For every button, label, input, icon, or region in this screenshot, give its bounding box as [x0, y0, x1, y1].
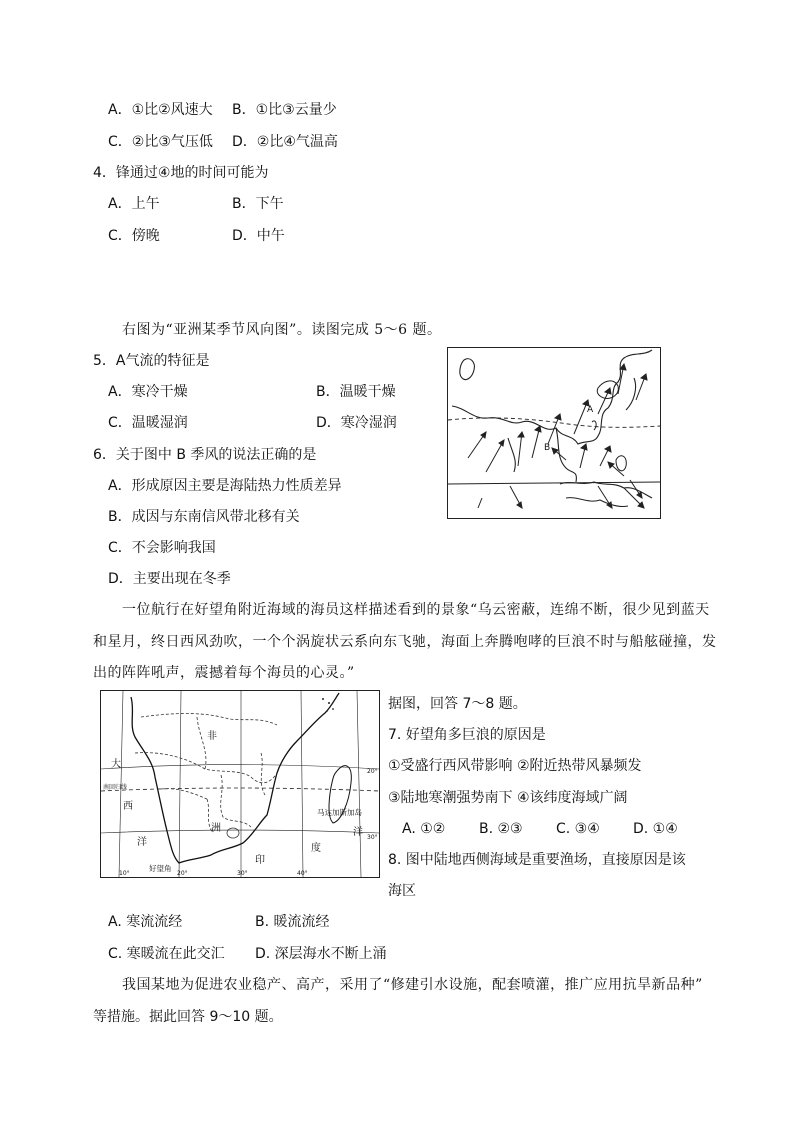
africa-map-label-fei: 非 — [207, 731, 217, 742]
q5-option-d: D．寒冷湿润 — [316, 415, 397, 431]
africa-map-lon-40: 40° — [297, 870, 308, 877]
asia-map-label-b: B — [544, 443, 551, 453]
q8-option-a: A. 寒流流经 — [108, 914, 183, 930]
q4-option-d: D．中午 — [232, 228, 285, 244]
q7-option-d: D. ①④ — [633, 821, 678, 837]
africa-map-label-xi: 西 — [123, 801, 133, 812]
africa-map-label-madagascar: 马达加斯加岛 — [317, 808, 362, 817]
asia-monsoon-map — [447, 347, 661, 519]
q5-option-c: C．温暖湿润 — [108, 415, 188, 431]
africa-map-label-yin: 印 — [255, 855, 265, 866]
africa-map-label-yang-right: 洋 — [353, 827, 363, 838]
africa-map-lon-30: 30° — [237, 870, 248, 877]
q7-option-b: B. ②③ — [479, 821, 523, 837]
q6-option-a: A．形成原因主要是海陆热力性质差异 — [108, 478, 342, 494]
africa-map-label-yang-left: 洋 — [137, 837, 147, 848]
q5-option-a: A．寒冷干燥 — [108, 384, 188, 400]
intro-q9-10-line1: 我国某地为促进农业稳产、高产，采用了“修建引水设施，配套喷灌，推广应用抗旱新品种” — [122, 977, 703, 993]
q8-option-d: D. 深层海水不断上涌 — [255, 946, 387, 962]
q4-option-b: B．下午 — [232, 196, 284, 212]
q8-option-c: C. 寒暖流在此交汇 — [108, 946, 225, 962]
q3-option-d: D．②比④气温高 — [232, 134, 338, 150]
africa-map-label-zhou: 洲 — [211, 823, 221, 834]
q7-option-a: A. ①② — [402, 821, 446, 837]
africa-map-label-du: 度 — [311, 843, 321, 854]
q6-option-d: D．主要出现在冬季 — [108, 571, 231, 587]
q7-8-intro: 据图，回答 7～8 题。 — [388, 696, 527, 712]
q8-option-b: B. 暖流流经 — [255, 914, 330, 930]
q6-option-b: B．成因与东南信风带北移有关 — [108, 509, 300, 525]
q5-option-b: B．温暖干燥 — [316, 384, 396, 400]
passage-7-8-line1: 一位航行在好望角附近海域的海员这样描述看到的景象“乌云密蔽，连绵不断，很少见到蓝天 — [122, 602, 710, 618]
q5-stem: 5．A气流的特征是 — [93, 353, 210, 369]
intro-q5-6: 右图为“亚洲某季节风向图”。读图完成 5～6 题。 — [122, 322, 442, 338]
africa-map-lat-30: 30° — [367, 834, 378, 841]
passage-7-8-line3: 出的阵阵吼声，震撼着每个海员的心灵。” — [93, 665, 355, 681]
africa-map-lon-10: 10° — [119, 870, 130, 877]
q4-stem: 4．锋通过④地的时间可能为 — [93, 165, 269, 181]
q3-option-c: C．②比③气压低 — [108, 134, 213, 150]
q3-option-b: B．①比③云量少 — [232, 102, 337, 118]
q8-stem-line2: 海区 — [388, 883, 416, 899]
africa-map-lat-20: 20° — [367, 768, 378, 775]
africa-map-label-tropic: 南回归线 — [103, 784, 128, 791]
q7-statements-2: ③陆地寒潮强势南下 ④该纬度海域广阔 — [388, 790, 628, 806]
q7-stem: 7. 好望角多巨浪的原因是 — [388, 727, 546, 743]
africa-map-label-da: 大 — [111, 759, 121, 770]
q3-option-a: A．①比②风速大 — [108, 102, 213, 118]
africa-map-label-cape: 好望角 — [149, 864, 172, 873]
q4-option-c: C．傍晚 — [108, 228, 160, 244]
q7-option-c: C. ③④ — [556, 821, 600, 837]
africa-map-lon-20: 20° — [177, 870, 188, 877]
asia-map-label-a: A — [587, 405, 594, 415]
q6-option-c: C．不会影响我国 — [108, 540, 216, 556]
q4-option-a: A．上午 — [108, 196, 160, 212]
q8-stem-line1: 8. 图中陆地西侧海域是重要渔场，直接原因是该 — [388, 852, 686, 868]
passage-7-8-line2: 和星月，终日西风劲吹，一个个涡旋状云系向东飞驰，海面上奔腾咆哮的巨浪不时与船舷碰撞，发 — [93, 634, 717, 650]
q7-statements-1: ①受盛行西风带影响 ②附近热带风暴频发 — [388, 758, 642, 774]
southern-africa-map — [100, 690, 380, 878]
intro-q9-10-line2: 等措施。据此回答 9～10 题。 — [93, 1009, 283, 1025]
q6-stem: 6．关于图中 B 季风的说法正确的是 — [93, 447, 317, 463]
